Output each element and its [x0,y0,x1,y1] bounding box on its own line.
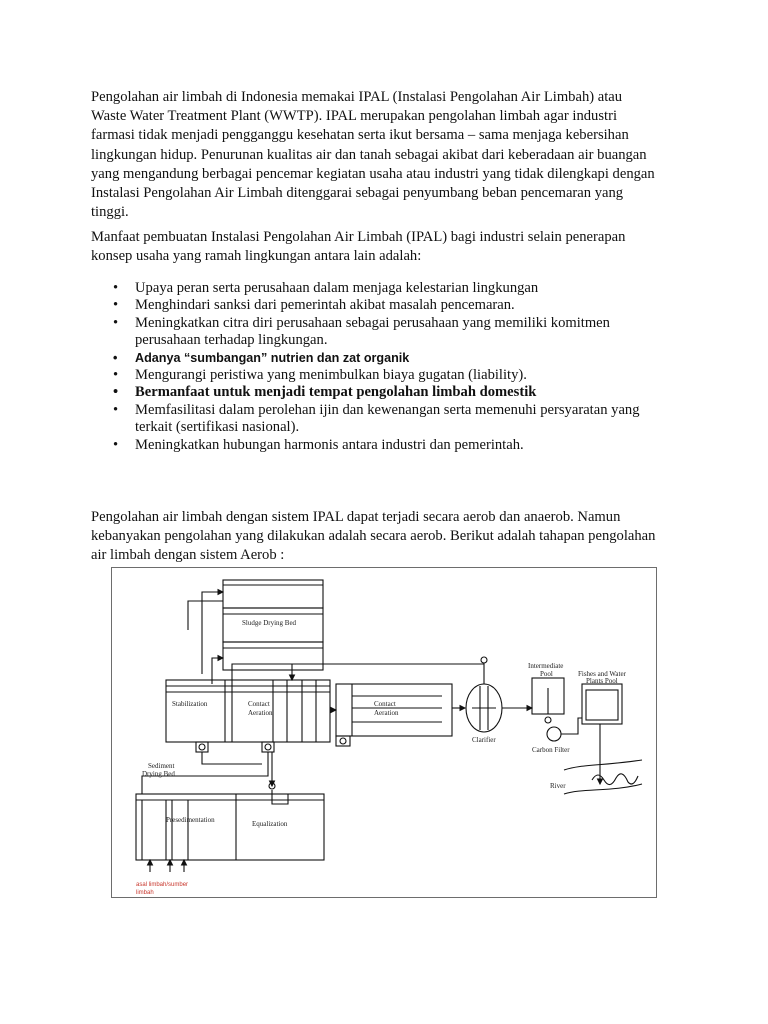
river-label: River [550,782,566,790]
bullet-dot: • [113,297,119,314]
list-item-text: Adanya “sumbangan” nutrien dan zat organik [135,350,410,365]
paragraph-line: Waste Water Treatment Plant (WWTP). IPAL merupakan pengolahan limbah agar industri [91,108,618,125]
list-item-text: perusahaan terhadap lingkungan. [135,332,328,349]
intermediate-label-2: Pool [540,670,553,678]
list-item [91,367,691,384]
bullet-dot: • [113,350,118,365]
bullet-dot: • [113,384,119,401]
sediment-label-2: Drying Bed [142,770,175,778]
list-item-text: Menghindari sanksi dari pemerintah akibat masalah pencemaran. [135,297,515,314]
paragraph-line: Pengolahan air limbah dengan sistem IPAL dapat terjadi secara aerob dan anaerob. Namun [91,509,621,525]
bullet-dot: • [113,314,119,331]
stabilization-label: Stabilization [172,700,208,708]
list-item [91,315,691,350]
sediment-label-1: Sediment [148,762,175,770]
list-item [91,350,691,367]
list-item-text: Meningkatkan hubungan harmonis antara industri dan pemerintah. [135,436,524,453]
clarifier-label: Clarifier [472,736,496,744]
river [564,760,642,794]
list-item-text: Upaya peran serta perusahaan dalam menjaga kelestarian lingkungan [135,280,539,296]
carbon-filter [547,727,561,741]
contact-aeration-b-label-1: Contact [374,700,396,708]
presedimentation-label: Presedimentation [166,816,215,824]
contact-aeration-b-label-2: Aeration [374,709,399,717]
list-item [91,280,691,297]
fishes-pool [582,684,622,724]
contact-aeration-label-1: Contact [248,700,270,708]
list-item [91,402,691,437]
sludge-label: Sludge Drying Bed [242,619,297,627]
source-label-1: asal limbah/sumber [136,882,189,888]
fishes-label-1: Fishes and Water [578,670,626,678]
paragraph-line: farmasi tidak menjadi pengganggu kesehatan serta ikut bersama – sama menjaga kebersihan [91,127,629,144]
intro-paragraph [91,88,691,222]
equalization-label: Equalization [252,820,288,828]
paragraph-line: Manfaat pembuatan Instalasi Pengolahan Air Limbah (IPAL) bagi industri selain penerapan [91,229,626,245]
presed-equalization-tank [136,794,324,860]
list-item [91,437,691,454]
bullet-dot: • [113,280,119,296]
ipal-aerob-diagram [111,567,657,898]
manfaat-paragraph [91,228,691,266]
list-item [91,384,691,401]
paragraph-line: konsep usaha yang ramah lingkungan antara lain adalah: [91,248,422,265]
benefit-list [91,280,691,454]
bullet-dot: • [113,367,119,384]
contact-aeration-label-2: Aeration [248,709,273,717]
paragraph-line: tinggi. [91,204,129,221]
paragraph-line: air limbah dengan sistem Aerob : [91,547,285,564]
bullet-dot: • [113,401,119,418]
list-item-text: Memfasilitasi dalam perolehan ijin dan kewenangan serta memenuhi persyaratan yang [135,401,640,418]
intermediate-pool [532,678,564,723]
intermediate-label-1: Intermediate [528,662,564,670]
aerob-paragraph [91,508,691,566]
fishes-label-2: Plants Pool [586,677,618,685]
list-item-text: Mengurangi peristiwa yang menimbulkan biaya gugatan (liability). [135,367,527,384]
carbon-filter-label: Carbon Filter [532,746,570,754]
list-item [91,297,691,314]
list-item-text: terkait (sertifikasi nasional). [135,419,300,436]
paragraph-line: kebanyakan pengolahan yang dilakukan adalah secara aerob. Berikut adalah tahapan pengolahan [91,528,656,545]
source-label-2: limbah [136,890,154,896]
list-item-text: Meningkatkan citra diri perusahaan sebagai perusahaan yang memiliki komitmen [135,314,610,331]
paragraph-line: Instalasi Pengolahan Air Limbah ditenggarai sebagai penyumbang beban pencemaran yang [91,185,624,202]
paragraph-line: Pengolahan air limbah di Indonesia memakai IPAL (Instalasi Pengolahan Air Limbah) atau [91,89,623,105]
list-item-text: Bermanfaat untuk menjadi tempat pengolahan limbah domestik [135,384,537,401]
paragraph-line: yang mengandung berbagai pencemar kegiatan usaha atau industri yang tidak dilengkapi dengan [91,165,655,182]
clarifier [466,684,502,732]
paragraph-line: lingkungan hidup. Penurunan kualitas air dan tanah sebagai akibat dari keberadaan air buangan [91,146,647,163]
bullet-dot: • [113,436,119,453]
